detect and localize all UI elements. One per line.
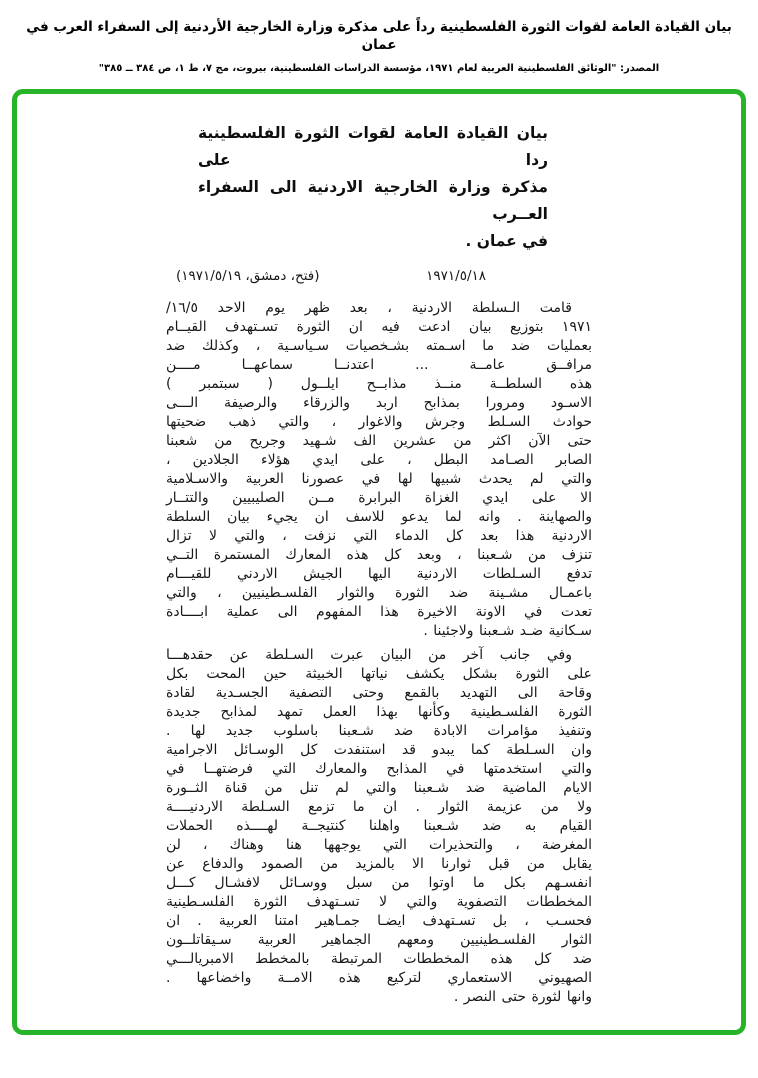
- text-line: وانها لثورة حتى النصر .: [453, 989, 592, 1005]
- text-line: والصهاينة . وانه لما يدعو للاسف ان يجيء بيان السلطة: [166, 509, 592, 525]
- paragraph: [166, 646, 592, 1007]
- text-line: القيام به ضد شـعبنا واهلنا كنتيجــة لهــــذه الحملات: [166, 818, 592, 834]
- text-line: حوادث السـلط وجرش والاغوار ، والتي ذهب ضحيتها: [166, 414, 592, 430]
- text-line: مرافــق عامــة ... اعتدنــا سماعهــا مــــن: [166, 357, 592, 373]
- document-title-line: مذكرة وزارة الخارجية الاردنية الى السفراء العــرب: [198, 178, 548, 223]
- text-line: على الثورة بشكل يكشف نياتها الخبيثة حين المحت بكل: [166, 666, 592, 682]
- document-title-line: بيان القيادة العامة لقوات الثورة الفلسطينية ردا على: [198, 124, 548, 169]
- page-title: بيان القيادة العامة لقوات الثورة الفلسطينية رداً على مذكرة وزارة الخارجية الأردنية إلى السفراء العرب في عمان: [26, 19, 732, 53]
- text-line: يقابل من قبل ثوارنا الا بالمزيد من الصمود والدفاع عن: [166, 856, 592, 872]
- text-line: هذه السلطــة منــذ مذابــح ايلــول ( سبتمبر ): [166, 376, 592, 392]
- text-line: ١٩٧١ بتوزيع بيان ادعت فيه ان الثورة تسـتهدف القيــام: [166, 319, 592, 335]
- text-line: ولا من عزيمة الثوار . ان ما تزمع السـلطة الاردنيــــة: [166, 799, 592, 815]
- text-line: باعمـال مشـينة ضد الثورة والثوار الفلسـطينيين ، والتي: [166, 585, 592, 601]
- text-line: وفي جانب آخر من البيان عبرت السـلطة عن حقدهـــا: [166, 647, 572, 663]
- text-line: بعمليات ضد ما اسـمته بشـخصيات سـياسـية ، وكذلك ضد: [166, 338, 592, 354]
- text-line: المخططات التصفوية والتي لا تسـتهدف الثورة الفلسـطينية: [166, 894, 592, 910]
- text-line: الثوار الفلسـطينيين ومعهم الجماهير العربية سـيقاتلــون: [166, 932, 592, 948]
- document-dateline: [166, 268, 592, 284]
- text-line: الايام الماضية ضد شـعبنا والتي لم تنل من قناة الثــورة: [166, 780, 592, 796]
- document-attribution: (فتح، دمشق، ١٩٧١/٥/١٩): [176, 268, 320, 284]
- text-line: فحسـب ، بل تسـتهدف ايضـا جمـاهير امتنا العربية . ان: [166, 913, 592, 929]
- text-line: الا على ايدي الغزاة البرابرة مــن الصليبيين والتتــار: [166, 490, 592, 506]
- text-line: انفسـهم بكل ما اوتوا من سبل ووسـائل لافشـال كـــل: [166, 875, 592, 891]
- text-line: قامت الـسلطة الاردنية ، بعد ظهر يوم الاحد ١٦/٥/: [166, 300, 572, 316]
- page-header: [0, 0, 758, 74]
- text-line: الصهيوني الاستعماري لتركيع هذه الامــة واخضاعها .: [166, 970, 592, 986]
- text-line: وان السـلطة كما يبدو قد استنفدت كل الوسـائل الاجرامية: [166, 742, 592, 758]
- document-content: [166, 94, 592, 1035]
- text-line: الاسـود ومرورا بمذابح اربد والزرقاء والرصيفة الـــى: [166, 395, 592, 411]
- document-date: ١٩٧١/٥/١٨: [426, 268, 486, 284]
- text-line: والتي لم يحدث شبيها لها في عصورنا العربية والاسـلامية: [166, 471, 592, 487]
- document-title: [198, 120, 548, 255]
- text-line: الاردنية هذا بعد كل الدماء التي نزفت ، والتي لا تزال: [166, 528, 592, 544]
- document-scan-frame: [12, 89, 746, 1035]
- document-body: [166, 299, 592, 1007]
- text-line: والتي استخدمتها في المذابح والمعارك التي فرضتهــا في: [166, 761, 592, 777]
- text-line: حتى الآن اكثر من عشرين الف شـهيد وجريح من شعبنا: [166, 433, 592, 449]
- source-citation: المصدر: "الوثائق الفلسطينية العربية لعام ١٩٧١، مؤسسة الدراسات الفلسطينية، بيروت، مج ٧، ط ١، ص ٣٨٤ ــ ٣٨٥": [98, 63, 660, 74]
- text-line: سـكانية ضـد شـعبنا ولاجئينا .: [423, 623, 592, 639]
- text-line: الصابر الصـامد البطل ، على ايدي هؤلاء الجلادين ،: [166, 452, 592, 468]
- text-line: تنزف من شـعبنا ، وبعد كل هذه المعارك المستمرة التــي: [166, 547, 592, 563]
- text-line: وقاحة الى التهديد بالقمع وحتى التصفية الجسـدية لقادة: [166, 685, 592, 701]
- text-line: تعدت في الاونة الاخيرة هذا المفهوم الى عملية ابــــادة: [166, 604, 592, 620]
- text-line: وتنفيذ مؤامرات الابادة ضد شـعبنا باسلوب جديد لها .: [166, 723, 592, 739]
- text-line: ضد كل هذه المخططات المرتبطة بالمخطط الامبريالـــي: [166, 951, 592, 967]
- paragraph: [166, 299, 592, 641]
- text-line: المغرضة ، والتحذيرات التي يوجهها هنا وهناك ، لن: [166, 837, 592, 853]
- text-line: تدفع السـلطات الاردنية اليها الجيش الاردني للقيـــام: [166, 566, 592, 582]
- document-title-line: في عمان .: [465, 232, 548, 250]
- text-line: الثورة الفلسـطينية وكأنها بهذا العمل تمهد لمذابح جديدة: [166, 704, 592, 720]
